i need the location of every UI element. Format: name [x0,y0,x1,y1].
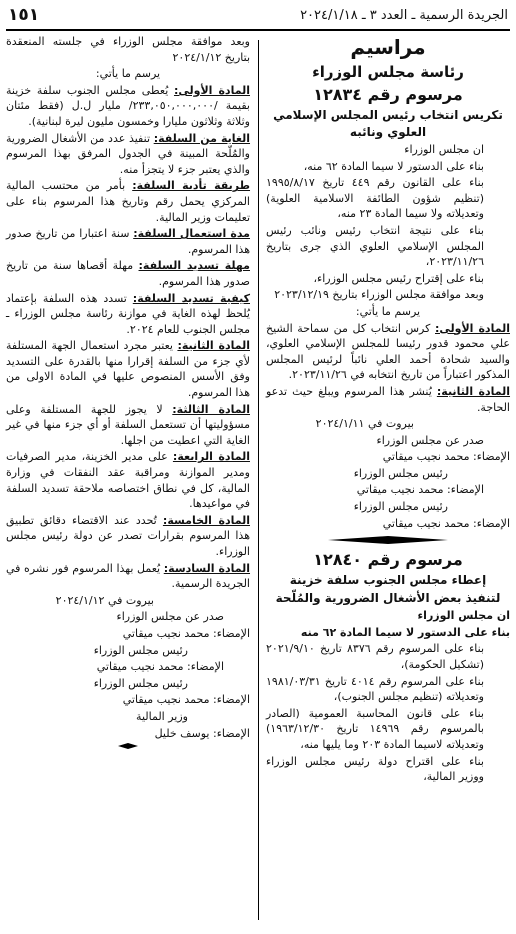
gazette-title: الجريدة الرسمية ـ العدد ٣ ـ ٢٠٢٤/١/١٨ [300,8,508,23]
decree-2-article [6,402,250,449]
decree-1-article [266,321,510,383]
decree-1-place-date: بيروت في ٢٠٢٤/١/١١ [315,417,414,431]
header-rule [6,29,510,31]
end-ornament [118,743,138,749]
decree-2-article [6,258,250,289]
decree-2-sign-1-name: الإمضاء: محمد نجيب ميقاتي [122,626,250,640]
page-header [0,0,516,30]
decree-2-article [6,338,250,400]
decree-2-article [6,178,250,225]
article-text: تُحدد عند الاقتضاء دقائق تطبيق هذا المرسوم بقرارات تصدر عن دولة رئيس مجلس الوزراء. [6,513,250,558]
article-text: يُعمل بهذا المرسوم فور نشره في الجريدة الرسمية. [6,561,250,591]
article-label: المادة الثانية: [436,384,511,398]
article-label: المادة الأولى: [173,83,250,97]
approval-line: وبعد موافقة مجلس الوزراء في جلسته المنعقدة بتاريخ ٢٠٢٤/١/١٢ [6,35,250,64]
right-column [266,34,510,786]
decree-1-recital: بناء على نتيجة انتخاب رئيس ونائب رئيس المجلس الإسلامي العلوي الذي جرى بتاريخ ٢٠٢٣/١١/٢٦، [266,223,484,269]
article-label: المادة الخامسة: [162,513,250,527]
decree-1-intro: ان مجلس الوزراء [404,143,484,156]
decree-2-sign-4-title: وزير المالية [136,709,188,723]
decree-1-title: تكريس انتخاب رئيس المجلس الإسلامي العلوي ونائبه [273,108,503,139]
article-text: يُعطى مجلس الجنوب سلفة خزينة بقيمة /٢٣٣,٠٥٠,٠٠٠,٠٠٠/ مليار ل.ل (فقط مئتان وثلاثة وثلاثون مليارا وخمسون مليون ليرة لبنانية). [6,83,250,128]
decree-1-sign-1-title: صدر عن مجلس الوزراء [376,433,484,447]
decree-1-recital: بناء على القانون رقم ٤٤٩ تاريخ ١٩٩٥/٨/١٧ (تنظيم شؤون الطائفة الاسلامية العلوية) وتعديلاته ولا سيما المادة ٢٣ منه، [266,176,484,221]
decree-1-recital: بناء على إقتراح رئيس مجلس الوزراء، [313,271,484,285]
decree-2-number: مرسوم رقم ١٢٨٤٠ [313,550,463,570]
article-text: لا يجوز للجهة المستلفة وعلى مسؤوليتها أن تستعمل السلفة أو أي جزء منها في غير الغاية التي اعطيت من اجلها. [6,402,250,447]
article-label: المادة الثانية: [177,339,250,353]
decree-1-sign-2-name: الإمضاء: محمد نجيب ميقاتي [356,483,484,497]
article-text: تنفيذ عدد من الأشغال الضرورية والمُلّحة المبينة في الجدول المرفق بهذا المرسوم والذي يعتبر جزء لا يتجزأ منه. [6,131,250,176]
decree-2-sign-3-name: الإمضاء: محمد نجيب ميقاتي [122,693,250,707]
article-text: كرس انتخاب كل من سماحة الشيخ علي محمود قدور رئيسا للمجلس الإسلامي العلوي، والسيد شحادة أحمد العلي نائباً لرئيس المجلس المذكور اعتباراً من تاريخ انتخابه في ٢٠٢٣/١١/٢٦. [266,321,510,382]
decree-2-intro: ان مجلس الوزراء [417,609,510,623]
decree-2-recital: بناء على المرسوم رقم ٨٣٧٦ تاريخ ٢٠٢١/٩/١٠ (تشكيل الحكومة)، [266,642,484,672]
article-label: كيفية تسديد السلفة: [132,291,250,305]
article-text: يعتبر مجرد استعمال الجهة المستلفة لأي جزء من السلفة إقرارا منها بالقدرة على التسديد وفق الأسس المنصوص عليها في المادة الاولى من هذا المرسوم. [6,339,250,400]
decree-2-sign-2-name: الإمضاء: محمد نجيب ميقاتي [96,660,224,674]
decree-2-article [6,226,250,257]
decree-1-sign-1-name: الإمضاء: محمد نجيب ميقاتي [382,450,510,464]
column-divider [258,40,259,920]
article-label: مدة استعمال السلفة: [133,227,250,241]
decree-2-sign-4-name: الإمضاء: يوسف خليل [154,726,250,740]
decree-2-article [6,449,250,511]
left-column [6,34,250,751]
decree-2-article [6,83,250,130]
decree-2-decree-line: يرسم ما يأتي: [95,67,161,81]
article-label: الغاية من السلفة: [153,131,251,145]
decree-2-title-line-2: لتنفيذ بعض الأشغال الضرورية والمُلّحة [275,591,501,606]
authority-heading: رئاسة مجلس الوزراء [312,63,464,81]
decree-2-article [6,131,250,178]
article-label: مهلة تسديد السلفة: [138,259,250,273]
decree-2-article [6,561,250,592]
decree-1-sign-2-title: رئيس مجلس الوزراء [353,466,448,480]
decree-2-recital: بناء على الدستور لا سيما المادة ٦٢ منه [300,625,510,639]
decree-2-sign-3-title: رئيس مجلس الوزراء [93,676,188,690]
article-text: تسدد هذه السلفة بإعتماد يُلحظ لهذه الغاية في موازنة رئاسة مجلس الوزراء ـ مجلس الجنوب للعام ٢٠٢٤. [6,291,250,336]
decree-2-article [6,291,250,338]
decree-2-recital: بناء على المرسوم رقم ٤٠١٤ تاريخ ١٩٨١/٠٣/٣١ وتعديلاته (تنظيم مجلس الجنوب)، [266,674,484,704]
decree-2-sign-2-title: رئيس مجلس الوزراء [93,643,188,657]
article-label: طريقة تأدية السلفة: [132,179,251,193]
article-text: بأمر من محتسب المالية المركزي يحمل رقم وتاريخ هذا المرسوم بناء على تعليمات وزير المالية. [6,179,250,224]
decree-1-article [266,384,510,415]
article-label: المادة الأولى: [435,321,510,335]
article-label: المادة الثالثة: [172,402,250,416]
decree-1-recital: وبعد موافقة مجلس الوزراء بتاريخ ٢٠٢٣/١٢/١٩ [274,288,484,302]
decree-1-number: مرسوم رقم ١٢٨٣٤ [313,85,463,104]
decree-2-place-date: بيروت في ٢٠٢٤/١/١٢ [55,593,154,607]
article-text: سنة اعتبارا من تاريخ صدور هذا المرسوم. [6,227,250,256]
article-text: يُنشر هذا المرسوم ويبلغ حيث تدعو الحاجة. [266,384,510,414]
article-label: المادة الرابعة: [172,450,250,464]
article-label: المادة السادسة: [163,561,251,575]
decree-1-decree-line: يرسم ما يأتي: [355,304,421,318]
decree-1-recital: بناء على الدستور لا سيما المادة ٦٢ منه، [303,159,484,173]
decree-2-recital: بناء على قانون المحاسبة العمومية (الصادر بالمرسوم رقم ١٤٩٦٩ تاريخ ١٩٦٣/١٢/٣٠) وتعديلاته لاسيما المادة ٢٠٣ وما يليها منه، [266,706,484,751]
decree-2-sign-1-title: صدر عن مجلس الوزراء [116,610,224,624]
decree-1-sign-3-title: رئيس مجلس الوزراء [353,500,448,514]
page-number: ١٥١ [8,5,40,25]
section-heading: مراسيم [350,35,426,59]
article-text: على مدير الخزينة، مدير الصرفيات ومدير الموازنة ومراقبة عقد النفقات في وزارة المالية، كل في نطاق اختصاصه ملاحقة تسديد السلفة في مواعيدها. [6,450,250,511]
decree-separator [328,535,448,545]
decree-1-sign-3-name: الإمضاء: محمد نجيب ميقاتي [382,516,510,530]
decree-2-title-line-1: إعطاء مجلس الجنوب سلفة خزينة [289,573,487,588]
decree-2-article [6,513,250,560]
decree-2-recital: بناء على اقتراح دولة رئيس مجلس الوزراء ووزير المالية، [266,754,484,784]
article-text: مهلة أقصاها سنة من تاريخ صدور هذا المرسوم. [6,259,250,288]
